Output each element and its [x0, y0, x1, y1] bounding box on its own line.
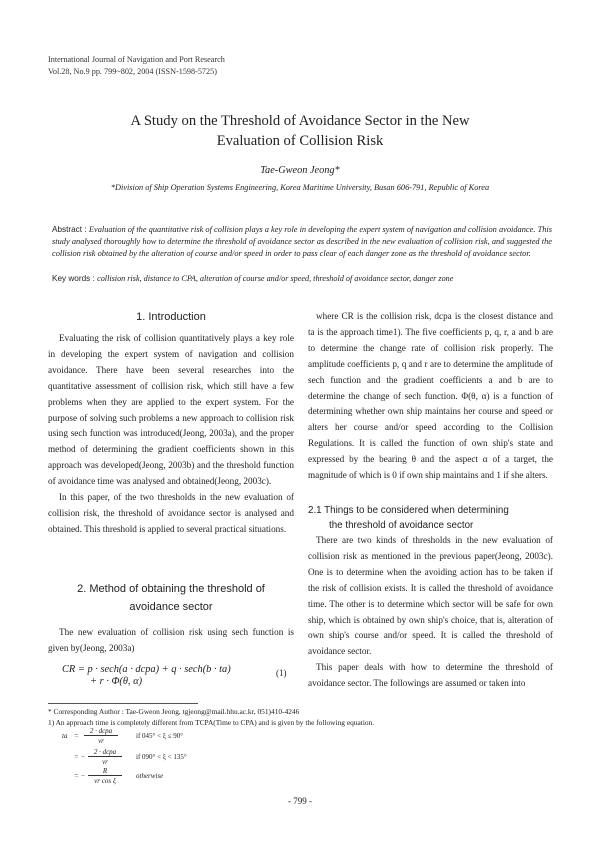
footnote-corresponding: * Corresponding Author : Tae-Gweon Jeong, tgjeong@mail.hhu.ac.kr, 051)410-4246: [48, 707, 300, 716]
journal-name: International Journal of Navigation and Port Research: [48, 55, 225, 64]
author: Tae-Gweon Jeong*: [260, 165, 340, 176]
section-2-intro: [48, 625, 294, 657]
abstract: [52, 224, 552, 261]
case-2-denominator: vr: [102, 758, 108, 766]
equation-1-number: (1): [276, 668, 287, 678]
right-column-paragraph-1: [308, 309, 553, 484]
case-1-condition: if 045° < ξ ≤ 90°: [136, 732, 184, 740]
subsection-2-1-line-2: the threshold of avoidance sector: [329, 520, 474, 531]
ta-symbol: ta: [62, 732, 68, 740]
keywords: [52, 273, 552, 285]
section-1-body: [48, 331, 294, 538]
title-line-1: A Study on the Threshold of Avoidance Sector in the New: [130, 113, 470, 129]
abstract-text: Evaluation of the quantitative risk of collision plays a key role in developing the expert system of navigation and collision avoidance. This study analysed thoroughly how to determine the threshold of avoidance sector as described in the new evaluation of collision risk, and suggested the collision risk obtained by the alteration of course and/or speed in order to pass clear of each danger zone as the threshold of avoidance sector.: [52, 225, 552, 259]
case-1-numerator: 2 · dcpa: [84, 727, 118, 736]
page-number: - 799 -: [288, 796, 312, 806]
case-2-condition: if 090° < ξ < 135°: [136, 753, 187, 761]
keywords-text: collision risk, distance to CPA, alteration of course and/or speed, threshold of avoidance sector, danger zone: [97, 274, 454, 283]
title-line-2: Evaluation of Collision Risk: [216, 133, 384, 149]
section-2-heading-line-2: avoidance sector: [129, 601, 213, 613]
equals-minus-sign-2: = −: [74, 772, 86, 780]
scope-paragraph: This paper deals with how to determine the threshold of avoidance sector. The followings are assumed or taken into: [308, 662, 553, 689]
section-1-heading: 1. Introduction: [136, 311, 206, 323]
section-2-heading-line-1: 2. Method of obtaining the threshold of: [77, 583, 265, 595]
abstract-label: Abstract :: [52, 225, 89, 234]
equals-sign: =: [74, 732, 79, 740]
equation-1-line-2: + r · Φ(θ, α): [90, 676, 143, 687]
keywords-label: Key words :: [52, 274, 98, 283]
case-3-condition: otherwise: [136, 772, 164, 780]
definitions-paragraph: where CR is the collision risk, dcpa is the closest distance and ta is the approach time1). The five coefficients p, q, r, a and b are to determine the change rate of collision risk properly. The amplitude coefficients p, q and r are to determine the amplitude of sech function and the gradient coefficients a and b are to determine the change of sech function. Φ(θ, α) is a function of determining whether own ship maintains her course and speed or alters her course and/or speed according to the Collision Regulations. It is called the function of own ship's state and expressed by the bearing θ and the aspect α of a target, the magnitude of which is 0 if own ship maintains and 1 if she alters.: [308, 311, 553, 481]
paper-title: [0, 111, 600, 151]
journal-volume: Vol.28, No.9 pp. 799~802, 2004 (ISSN-1598-5725): [48, 67, 217, 76]
section-1-paragraph-1: Evaluating the risk of collision quantitatively plays a key role in developing the expert system of navigation and collision avoidance. There have been several researches into the quantitative assessment of collision risk, which still have a few problems when they are applied to the expert system. For the purpose of solving such problems a new approach to collision risk using sech function was introduced(Jeong, 2003a), and the proper method of determining the gradient coefficients shown in this approach was developed(Jeong, 2003b) and the threshold function of avoidance time was analysed and obtained(Jeong, 2003c).: [48, 333, 294, 487]
case-3-denominator: vr cos ξ: [94, 777, 116, 785]
journal-header: [48, 54, 225, 78]
section-2-paragraph-1: The new evaluation of collision risk using sech function is given by(Jeong, 2003a): [48, 627, 294, 653]
case-2-numerator: 2 · dcpa: [88, 748, 122, 757]
section-2-heading: [48, 580, 294, 616]
right-column-body: [308, 533, 553, 692]
footnote-rule: [48, 703, 198, 704]
thresholds-paragraph: There are two kinds of thresholds in the new evaluation of collision risk as mentioned in the previous paper(Jeong, 2003c). One is to determine when the avoiding action has to be taken if the risk of collision exists. It is called the threshold of avoidance time. The other is to determine which sector will be safe for own ship, which is obtained by own ship's choice, that is, alteration of own ship's course and/or speed. It is called the threshold of avoidance sector.: [308, 535, 553, 657]
affiliation: *Division of Ship Operation Systems Engineering, Korea Maritime University, Busan 606-791, Republic of Korea: [110, 183, 490, 192]
subsection-2-1-heading: [308, 503, 553, 533]
equals-minus-sign: = −: [74, 753, 86, 761]
equation-1-line-1: CR = p · sech(a · dcpa) + q · sech(b · ta): [62, 664, 231, 675]
subsection-2-1-line-1: 2.1 Things to be considered when determining: [308, 505, 509, 516]
section-1-paragraph-2: In this paper, of the two thresholds in the new evaluation of collision risk, the threshold of avoidance sector is analysed and obtained. This threshold is applied to several practical situations.: [48, 492, 294, 534]
case-3-numerator: R: [88, 767, 122, 776]
case-1-denominator: vr: [98, 737, 104, 745]
footnote-1: 1) An approach time is completely different from TCPA(Time to CPA) and is given by the following equation.: [48, 718, 375, 727]
